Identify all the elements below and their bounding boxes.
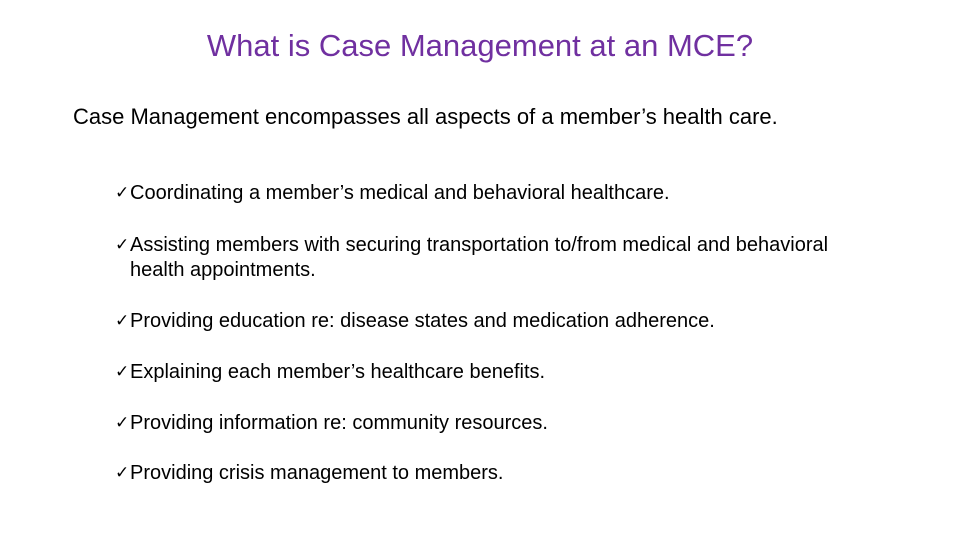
bullet-item-education xyxy=(115,309,875,334)
checkmark-icon: ✓ xyxy=(115,311,130,331)
bullet-text: Providing education re: disease states and medication adherence. xyxy=(130,310,715,332)
bullet-item-crisis-management xyxy=(115,461,875,486)
bullet-item-benefits xyxy=(115,360,875,385)
bullet-item-coordinating xyxy=(115,181,875,206)
bullet-text: Providing crisis management to members. xyxy=(130,462,504,484)
checkmark-icon: ✓ xyxy=(115,362,130,382)
checkmark-icon: ✓ xyxy=(115,183,130,203)
slide-title: What is Case Management at an MCE? xyxy=(206,28,754,63)
bullet-item-transportation xyxy=(115,233,855,283)
checkmark-icon: ✓ xyxy=(115,463,130,483)
bullet-text: Coordinating a member’s medical and behavioral healthcare. xyxy=(130,182,670,204)
bullet-text: Explaining each member’s healthcare benefits. xyxy=(130,361,546,383)
lead-statement: Case Management encompasses all aspects of a member’s health care. xyxy=(73,104,778,129)
checkmark-icon: ✓ xyxy=(115,413,130,433)
bullet-item-community-resources xyxy=(115,411,875,436)
checkmark-icon: ✓ xyxy=(115,235,130,255)
bullet-text: Providing information re: community resources. xyxy=(130,412,548,434)
bullet-text: Assisting members with securing transportation to/from medical and behavioral health appointments. xyxy=(130,234,829,281)
